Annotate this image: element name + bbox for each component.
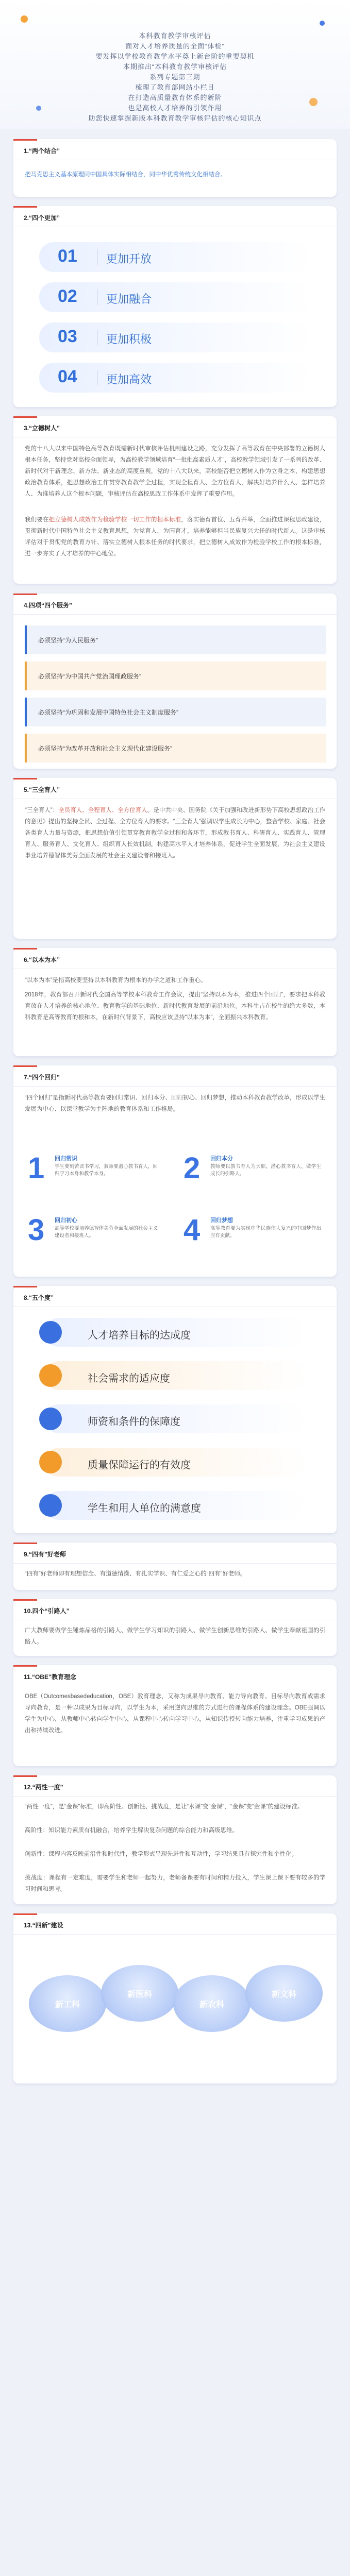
section-two-one [13,1775,337,1904]
hero-line: 面对人才培养质量的全面“体检” [125,42,225,50]
item-label: 更加高效 [106,373,152,386]
return-title: 回归梦想 [210,1217,233,1224]
section-title: 7.“四个回归” [24,1074,60,1081]
more-item [39,242,312,272]
hero-line: 系列专题第三期 [149,73,201,81]
decor-dot [320,21,325,26]
return-number: 3 [28,1213,45,1247]
more-item [39,323,312,352]
degree-item [44,1318,307,1347]
text-plain: “三全育人”： [25,807,59,814]
new-discipline [101,1965,178,2022]
hero-intro [0,31,350,124]
more-item [39,363,312,393]
section-five-degrees [13,1286,337,1533]
section-title: 2.“四个更加” [24,214,60,222]
item-label: 更加积极 [106,333,152,346]
service-label: 必须坚持“为改革开放和社会主义现代化建设服务” [38,745,172,752]
section-paragraph: “以本为本”是指高校要坚持以本科教育为根本的办学之道和工作重心。 [25,977,207,984]
hero-line: 在打造高质量教育体系的新阶 [128,94,222,101]
new-discipline [173,1975,251,2032]
divider [13,1563,337,1564]
bullet-icon [39,1494,62,1517]
divider [13,1796,337,1797]
section-paragraph: “两性一度”，是“金课”标准，即高阶性、创新性、挑战度，是让“水课”变“金课”，“金课”变“金课”的建设标准。 [25,1804,304,1810]
section-title: 6.“以本为本” [24,956,60,963]
degree-item [44,1361,307,1390]
section-text [25,169,325,180]
return-number: 2 [184,1151,201,1185]
item-number: 02 [58,286,77,306]
section-three-all [13,778,337,939]
item-number: 01 [58,246,77,266]
return-title: 回归初心 [55,1217,77,1224]
return-number: 4 [184,1213,201,1247]
hero-banner [0,0,350,129]
section-title: 1.“两个结合” [24,147,60,155]
hero-line: 本期推出“本科教育教学审核评估 [123,63,227,71]
return-title: 回归本分 [210,1156,233,1162]
bullet-icon [39,1408,62,1430]
degree-item [44,1491,307,1520]
service-item [25,734,326,762]
section-two-combinations [13,139,337,197]
divider [13,614,337,615]
return-number: 1 [28,1151,45,1185]
degree-label: 人才培养目标的达成度 [88,1330,191,1341]
section-four-new [13,1913,337,2083]
service-item [25,625,326,654]
item-number: 04 [58,367,77,386]
decor-dot [21,15,28,23]
service-label: 必须坚持“为人民服务” [38,637,98,644]
degree-label: 社会需求的适应度 [88,1373,170,1384]
service-item [25,698,326,726]
discipline-label: 新医科 [127,1990,152,1999]
text-plain: ，落实德育首位、五育并举，全面推进课程思政建设，贯彻新时代中国特色社会主义教育思想，为党育人，为国育才，培养能够担当民族复兴大任的时代新人。这是审核评估对于贯彻党的教育方针、落实立德树人根本任务的时代要求，把立德树人成效作为检验学校工作的根本标准，进一步夯实了人才培养的中心地位。 [25,517,326,557]
degree-item [44,1404,307,1433]
degree-label: 质量保障运行的有效度 [88,1460,191,1471]
divider [13,1086,337,1087]
section-paragraph: 挑战度：课程有一定难度，需要学生和老师一起努力，老师备课要有时间和精力投入，学生课上课下要有较多的学习时间和思考。 [25,1875,325,1892]
section-four-haves [13,1543,337,1590]
section-title: 4.四项“四个服务” [24,602,73,609]
degree-item [44,1448,307,1477]
service-label: 必须坚持“为巩固和发展中国特色社会主义制度服务” [38,709,178,716]
section-paragraph: 2018年，教育部召开新时代全国高等学校本科教育工作会议，提出“坚持以本为本，推进四个回归”，要求把本科教育放在人才培养的核心地位、教育教学的基础地位、新时代教育发展的前沿地位。本科生占在校生的绝大多数，本科教育是高等教育的根和本，在新时代背景下，高校应该坚持“以本为本”，全面振兴本科教育。 [25,992,325,1021]
text-highlight: 把立德树人成效作为检验学校一切工作的根本标准 [48,517,181,523]
section-four-guides [13,1599,337,1656]
section-paragraph [25,514,325,560]
section-undergrad-first [13,948,337,1056]
section-four-more [13,206,337,407]
section-text: 广大教师要做学生锤炼品格的引路人、做学生学习知识的引路人、做学生创新思维的引路人、做学生奉献祖国的引路人。 [25,1628,325,1645]
degree-label: 学生和用人单位的满意度 [88,1503,201,1514]
discipline-label: 新文科 [271,1990,296,1999]
text-plain: 我们要在 [25,517,49,523]
hero-line: 梳理了教育部网站小栏目 [135,83,215,91]
service-label: 必须坚持“为中国共产党治国理政服务” [38,673,141,680]
bullet-icon [39,1451,62,1473]
hero-line: 要发挥以学校教育教学水平奠上新台阶的重要契机 [95,53,255,60]
section-title: 5.“三全育人” [24,786,60,793]
return-title: 回归常识 [55,1156,77,1162]
service-item [25,662,326,690]
section-title: 8.“五个度” [24,1294,54,1301]
item-label: 更加开放 [106,252,152,265]
bullet-icon [39,1321,62,1344]
section-title: 9.“四有”好老师 [24,1551,66,1558]
section-paragraph: 创新性：课程内容反映前沿性和时代性，教学形式呈现先进性和互动性，学习结果具有探究性和个性化。 [25,1851,297,1857]
divider [13,1934,337,1935]
discipline-label: 新农科 [199,2001,224,2009]
item-label: 更加融合 [106,293,152,306]
section-obe [13,1665,337,1766]
section-four-services [13,594,337,769]
return-text: 教师要以教书育人为天职，潜心教书育人、做学生成长的引路人。 [210,1164,321,1177]
section-title: 12.“两性一度” [24,1784,63,1791]
section-title: 11.“OBE”教育理念 [24,1673,77,1681]
item-number: 03 [58,327,77,346]
return-text: 高等学校要培养德智体美劳全面发展的社会主义建设者和接班人。 [55,1226,158,1239]
section-four-returns [13,1065,337,1277]
section-text: “四有”好老师即有理想信念、有道德情操、有扎实学识、有仁爱之心的“四有”好老师。 [25,1571,246,1577]
section-text: OBE（Outcomesbasededucation，OBE）教育理念，又称为成果导向教育、能力导向教育、目标导向教育或需求导向教育，是一种以成果为目标导向，以学生为本，采用逆向思维的方式进行的课程体系的建设理念。OBE强调以学生为中心，从教师中心转向学生中心，从课程中心转向学习中心，从知识传授转向能力培养，注重学习成果的产出和持续改进。 [25,1693,325,1734]
return-text: 学生要刻苦读书学习，教师要潜心教书育人，回归学习本身和教学本身。 [55,1164,158,1177]
more-item [39,282,312,312]
section-text [25,805,325,861]
section-paragraph: 高阶性：知识能力素质有机融合，培养学生解决复杂问题的综合能力和高级思维。 [25,1827,238,1834]
hero-line: 本科教育教学审核评估 [139,32,211,40]
section-intro: “四个回归”是指新时代高等教育要回归常识、回归本分、回归初心、回归梦想，推动本科教育教学改革，形成以学生发展为中心、以课堂教学为主阵地的教育体系和工作格局。 [25,1095,325,1112]
discipline-label: 新工科 [55,2001,80,2009]
section-paragraph: 党的十八大以来中国特色高等教育既需新时代审核评估机制建设之路，充分发挥了高等教育在中央部署的立德树人根本任务，坚持党对高校全面领导，为高校教学领域培育“一批批高素质人才”，高校教学领域引发了一系列的改革、新时代对于新理念、新方法、新业态的高度重视，党的十八大以来，高校能否把立德树人作为立身之本，构建思想政治教育体系，把思想政治工作贯穿教育教学全过程，实现全程育人、全方位育人，解决好培养什么人、怎样培养人、为谁培养人这个根本问题，审核评估在高校思政工作体系中发挥了重要作用。 [25,446,325,497]
text-highlight: 同中华优秀传统文化相结合。 [149,172,226,178]
degree-label: 师资和条件的保障度 [88,1416,180,1428]
section-title: 13.“四新”建设 [24,1922,63,1929]
text-plain: 把马克思主义基本原理同中国具体实际相结合， [25,172,149,178]
return-text: 高等教育要为实现中华民族伟大复兴的中国梦作出应有贡献。 [210,1226,321,1239]
hero-line: 也是高校人才培养的引领作用 [128,104,222,112]
new-discipline [29,1975,106,2032]
new-discipline [245,1965,323,2022]
hero-line: 助您快速掌握新版本科教育教学审核评估的核心知识点 [88,114,262,122]
section-title: 10.四个“引路人” [24,1607,70,1615]
section-title: 3.“立德树人” [24,425,60,432]
bullet-icon [39,1364,62,1387]
text-plain: 。是中共中央、国务院《关于加强和改进新形势下高校思想政治工作的意见》提出的坚持全员、全过程、全方位育人的要求。“三全育人”强调以学生成长为中心，整合学校、家庭、社会各类育人力量与资源，把思想价值引领贯穿教育教学全过程和各环节，形成教书育人、科研育人、实践育人、管理育人、服务育人、文化育人、组织育人长效机制，构建高水平人才培养体系，促进学生全面发展，为社会主义建设事业培养德智体美劳全面发展的社会主义建设者和接班人。 [25,807,326,859]
section-moral-education [13,416,337,584]
text-highlight: 全员育人、全程育人、全方位育人 [58,807,147,814]
